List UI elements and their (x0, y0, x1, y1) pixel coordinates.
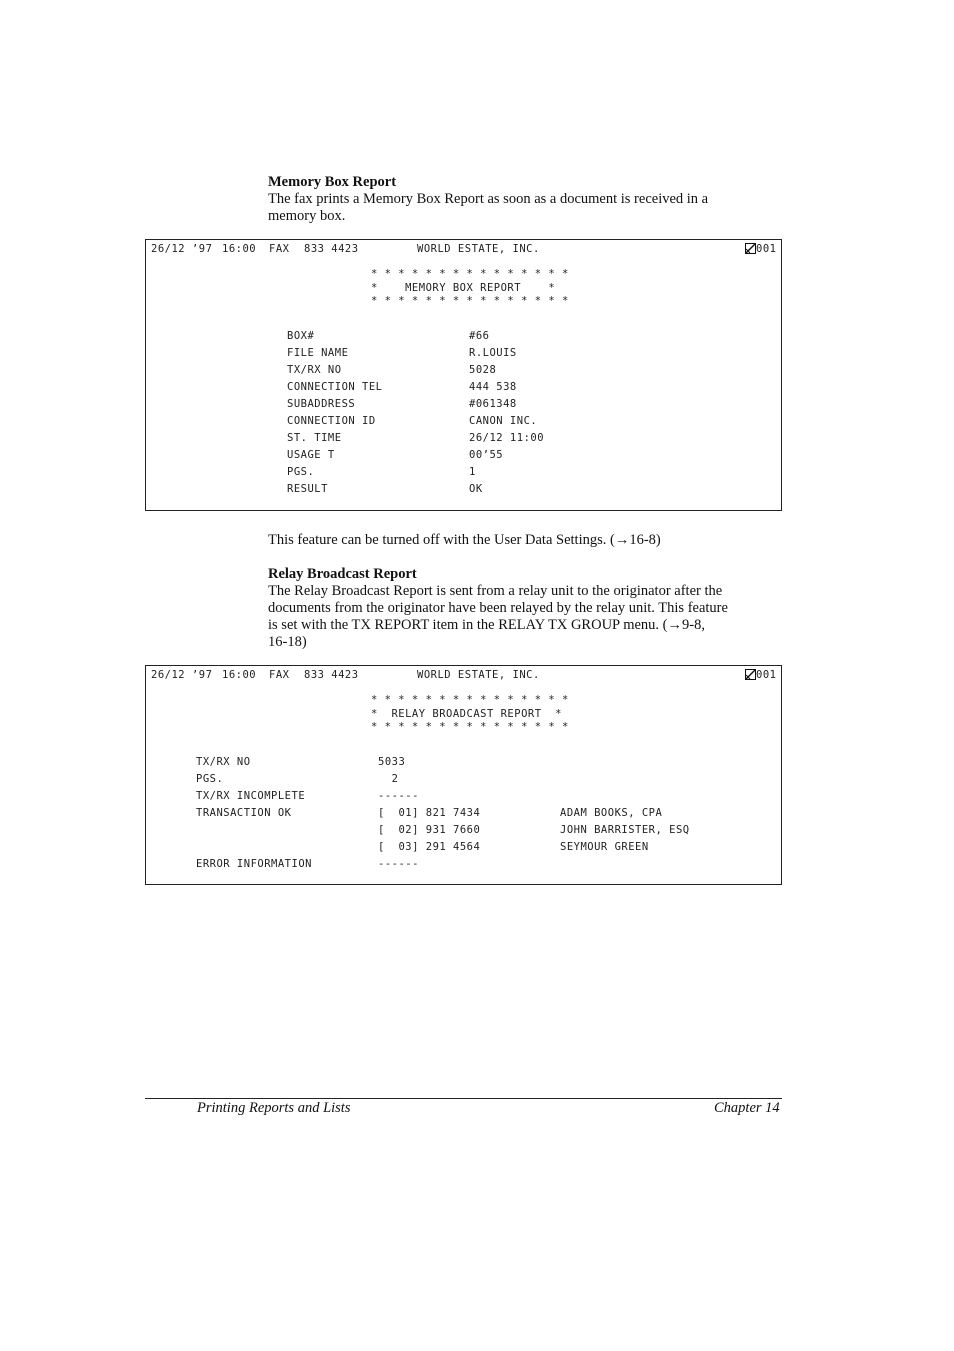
relay-heading: Relay Broadcast Report (268, 566, 417, 582)
fax-label: FAX (269, 669, 290, 681)
row-label: TRANSACTION OK (196, 807, 292, 819)
destination-name: JOHN BARRISTER, ESQ (560, 824, 690, 836)
row-label: BOX# (287, 330, 315, 342)
memory-box-intro-line: memory box. (268, 208, 346, 224)
row-value: #061348 (469, 398, 517, 410)
memory-mail-icon (745, 243, 756, 254)
memory-box-report-sample (145, 239, 782, 511)
title-stars-bottom: * * * * * * * * * * * * * * * (371, 721, 569, 733)
row-label: ST. TIME (287, 432, 342, 444)
relay-intro-line: 16-18) (268, 634, 307, 650)
company-name: WORLD ESTATE, INC. (417, 669, 540, 681)
row-value: 5028 (469, 364, 497, 376)
row-value: #66 (469, 330, 490, 342)
row-label: ERROR INFORMATION (196, 858, 312, 870)
relay-intro-line: documents from the originator have been relayed by the relay unit. This feature (268, 600, 728, 616)
memory-box-heading: Memory Box Report (268, 174, 397, 190)
row-label: CONNECTION ID (287, 415, 376, 427)
page-number: 001 (756, 669, 777, 681)
row-value: [ 02] 931 7660 (378, 824, 481, 836)
row-value: ------ (378, 858, 419, 870)
row-value: 26/12 11:00 (469, 432, 545, 444)
row-label: PGS. (196, 773, 224, 785)
memory-mail-icon (745, 669, 756, 680)
footer-section-title: Printing Reports and Lists (197, 1100, 351, 1116)
row-value: 1 (469, 466, 476, 478)
fax-number: 833 4423 (304, 243, 359, 255)
row-label: TX/RX NO (196, 756, 251, 768)
row-value: [ 03] 291 4564 (378, 841, 481, 853)
title-stars-top: * * * * * * * * * * * * * * * (371, 694, 569, 706)
fax-label: FAX (269, 243, 290, 255)
report-date: 26/12 ’97 (151, 669, 213, 681)
row-value: ------ (378, 790, 419, 802)
row-label: TX/RX INCOMPLETE (196, 790, 306, 802)
destination-name: ADAM BOOKS, CPA (560, 807, 663, 819)
memory-box-intro-line: The fax prints a Memory Box Report as soon as a document is received in a (268, 191, 709, 207)
page-number: 001 (756, 243, 777, 255)
title-stars-top: * * * * * * * * * * * * * * * (371, 268, 569, 280)
report-date: 26/12 ’97 (151, 243, 213, 255)
relay-intro-line: is set with the TX REPORT item in the RELAY TX GROUP menu. (→9-8, (268, 617, 705, 633)
report-time: 16:00 (222, 243, 257, 255)
row-value: [ 01] 821 7434 (378, 807, 481, 819)
report-title: * RELAY BROADCAST REPORT * (371, 708, 563, 720)
row-label: TX/RX NO (287, 364, 342, 376)
company-name: WORLD ESTATE, INC. (417, 243, 540, 255)
relay-intro-line: The Relay Broadcast Report is sent from a relay unit to the originator after the (268, 583, 723, 599)
row-value: OK (469, 483, 483, 495)
destination-name: SEYMOUR GREEN (560, 841, 649, 853)
row-label: CONNECTION TEL (287, 381, 383, 393)
footer-rule (145, 1098, 782, 1099)
report-title: * MEMORY BOX REPORT * (371, 282, 556, 294)
memory-box-note: This feature can be turned off with the User Data Settings. (→16-8) (268, 532, 661, 548)
title-stars-bottom: * * * * * * * * * * * * * * * (371, 295, 569, 307)
row-value: 2 (378, 773, 399, 785)
row-label: USAGE T (287, 449, 335, 461)
row-label: PGS. (287, 466, 315, 478)
row-value: 444 538 (469, 381, 517, 393)
relay-broadcast-report-sample (145, 665, 782, 885)
row-label: RESULT (287, 483, 328, 495)
fax-number: 833 4423 (304, 669, 359, 681)
report-time: 16:00 (222, 669, 257, 681)
row-value: 5033 (378, 756, 406, 768)
row-label: FILE NAME (287, 347, 349, 359)
footer-chapter: Chapter 14 (714, 1100, 780, 1116)
row-value: CANON INC. (469, 415, 538, 427)
row-value: 00’55 (469, 449, 504, 461)
row-value: R.LOUIS (469, 347, 517, 359)
row-label: SUBADDRESS (287, 398, 356, 410)
